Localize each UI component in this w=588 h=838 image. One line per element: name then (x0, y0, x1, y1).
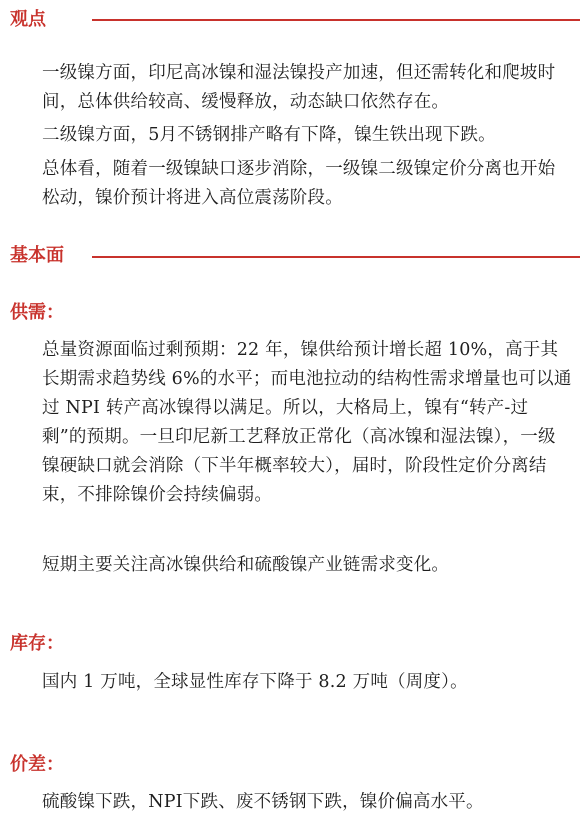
section-title-fundamentals: 基本面 (10, 245, 64, 266)
section-rule-viewpoint (92, 19, 580, 21)
subsection-title-inventory: 库存： (10, 633, 64, 654)
paragraph-supply-demand-1: 总量资源面临过剩预期：22 年，镍供给预计增长超 10%，高于其长期需求趋势线 6%的水平；而电池拉动的结构性需求增量也可以通过 NPI 转产高冰镍得以满足。所以，大格局上，镍有“转产-过剩”的预期。一旦印尼新工艺释放正常化（高冰镍和湿法镍），一级镍硬缺口就会消除（下半年概率较大），届时，阶段性定价分离结束，不排除镍价会持续偏弱。 (42, 340, 572, 505)
section-rule-fundamentals (92, 256, 580, 258)
paragraph-viewpoint-1: 一级镍方面，印尼高冰镍和湿法镍投产加速，但还需转化和爬坡时间，总体供给较高、缓慢释放，动态缺口依然存在。 (42, 63, 556, 112)
paragraph-inventory: 国内 1 万吨，全球显性库存下降于 8.2 万吨（周度）。 (42, 672, 468, 692)
subsection-title-supply-demand: 供需： (10, 302, 64, 323)
paragraph-viewpoint-3: 总体看，随着一级镍缺口逐步消除，一级镍二级镍定价分离也开始松动，镍价预计将进入高位震荡阶段。 (42, 159, 556, 208)
paragraph-viewpoint-2: 二级镍方面，5月不锈钢排产略有下降，镍生铁出现下跌。 (42, 125, 496, 145)
section-title-viewpoint: 观点 (10, 9, 46, 30)
paragraph-spread: 硫酸镍下跌，NPI下跌、废不锈钢下跌，镍价偏高水平。 (42, 792, 484, 812)
subsection-title-spread: 价差： (10, 754, 64, 775)
paragraph-supply-demand-2: 短期主要关注高冰镍供给和硫酸镍产业链需求变化。 (42, 555, 450, 575)
